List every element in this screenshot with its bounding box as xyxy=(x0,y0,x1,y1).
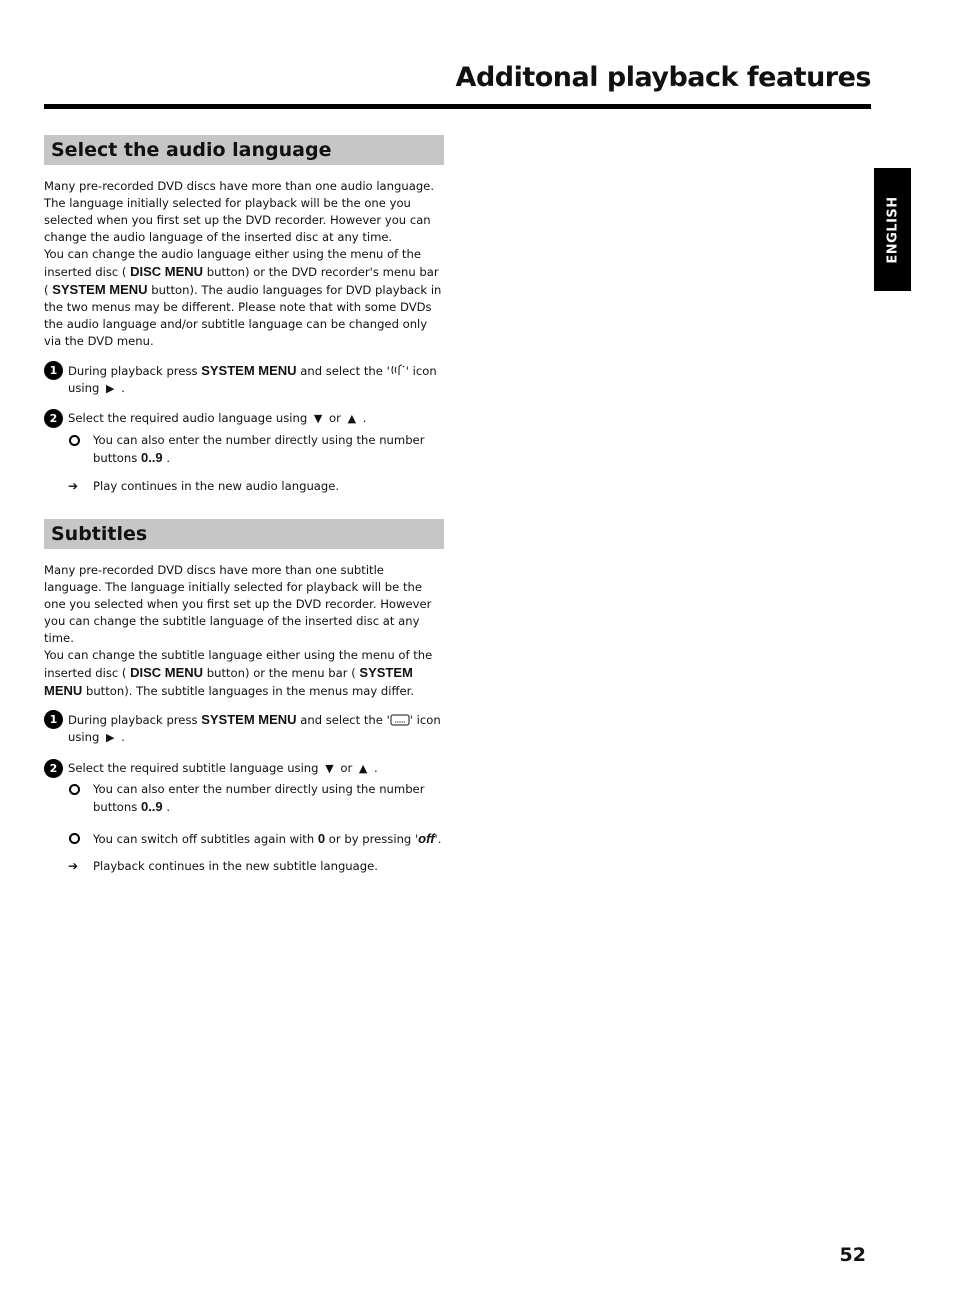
audio-step-1: 1 During playback press SYSTEM MENU and select the ' ' icon using ▶ . xyxy=(44,362,444,397)
audio-step-2: 2 Select the required audio language using ▼ or ▲ . xyxy=(44,410,444,427)
subtitles-result: ➔ Playback continues in the new subtitle language. xyxy=(68,859,378,873)
step-number-2: 2 xyxy=(44,759,63,778)
arrow-right-icon: ➔ xyxy=(68,859,79,873)
subtitles-note-switch-off: You can switch off subtitles again with 0 or by pressing 'off'. xyxy=(44,830,444,848)
down-triangle-icon: ▼ xyxy=(325,762,334,775)
step-number-1: 1 xyxy=(44,361,63,380)
circle-bullet-icon xyxy=(69,833,80,844)
subtitles-section xyxy=(44,519,444,875)
subtitles-intro-paragraph: Many pre-recorded DVD discs have more than one subtitle language. The language initially selected for playback will be the one you selected when you first set up the DVD recorder. However you can change the subtitle language of the inserted disc at any time. xyxy=(44,563,432,645)
page-number: 52 xyxy=(839,1244,866,1266)
circle-bullet-icon xyxy=(69,435,80,446)
language-tab-label: ENGLISH xyxy=(885,195,900,264)
audio-language-section xyxy=(44,135,444,495)
arrow-right-icon: ➔ xyxy=(68,479,79,493)
subtitles-section-heading: Subtitles xyxy=(44,519,444,549)
audio-section-heading: Select the audio language xyxy=(44,135,444,165)
right-triangle-icon: ▶ xyxy=(106,731,115,744)
up-triangle-icon: ▲ xyxy=(358,762,368,775)
audio-intro-paragraph: Many pre-recorded DVD discs have more than one audio language. The language initially selected for playback will be the one you selected when you first set up the DVD recorder. However you can change the audio language of the inserted disc at any time. xyxy=(44,179,435,244)
title-rule xyxy=(44,104,871,109)
language-tab xyxy=(874,168,911,291)
step-number-1: 1 xyxy=(44,710,63,729)
subtitles-step-1: 1 During playback press SYSTEM MENU and select the ' ' icon using ▶ . xyxy=(44,711,444,746)
page-title: Additonal playback features xyxy=(455,62,871,93)
subtitles-note-number-keys: You can also enter the number directly using the number buttons 0..9 . xyxy=(44,781,444,816)
right-triangle-icon: ▶ xyxy=(106,382,115,395)
audio-menu-paragraph: You can change the audio language either using the menu of the inserted disc ( DISC MENU button) or the DVD recorder's menu bar ( SYSTEM MENU button). The audio languages for DVD playback in the two menus may be different. Please note that with some DVDs the audio language and/or subtitle language can be changed only via the DVD menu. xyxy=(44,247,442,348)
audio-note-number-keys: You can also enter the number directly using the number buttons 0..9 . xyxy=(44,432,444,467)
circle-bullet-icon xyxy=(69,784,80,795)
subtitles-step-2: 2 Select the required subtitle language using ▼ or ▲ . xyxy=(44,760,444,777)
step-number-2: 2 xyxy=(44,409,63,428)
audio-result: ➔ Play continues in the new audio language. xyxy=(68,479,340,493)
up-triangle-icon: ▲ xyxy=(347,412,357,425)
subtitle-icon xyxy=(390,714,410,726)
subtitles-menu-paragraph: You can change the subtitle language either using the menu of the inserted disc ( DISC MENU button) or the menu bar ( SYSTEM MENU button). The subtitle languages in the menus may differ. xyxy=(44,648,433,698)
down-triangle-icon: ▼ xyxy=(313,412,323,425)
audio-language-icon xyxy=(390,363,406,377)
